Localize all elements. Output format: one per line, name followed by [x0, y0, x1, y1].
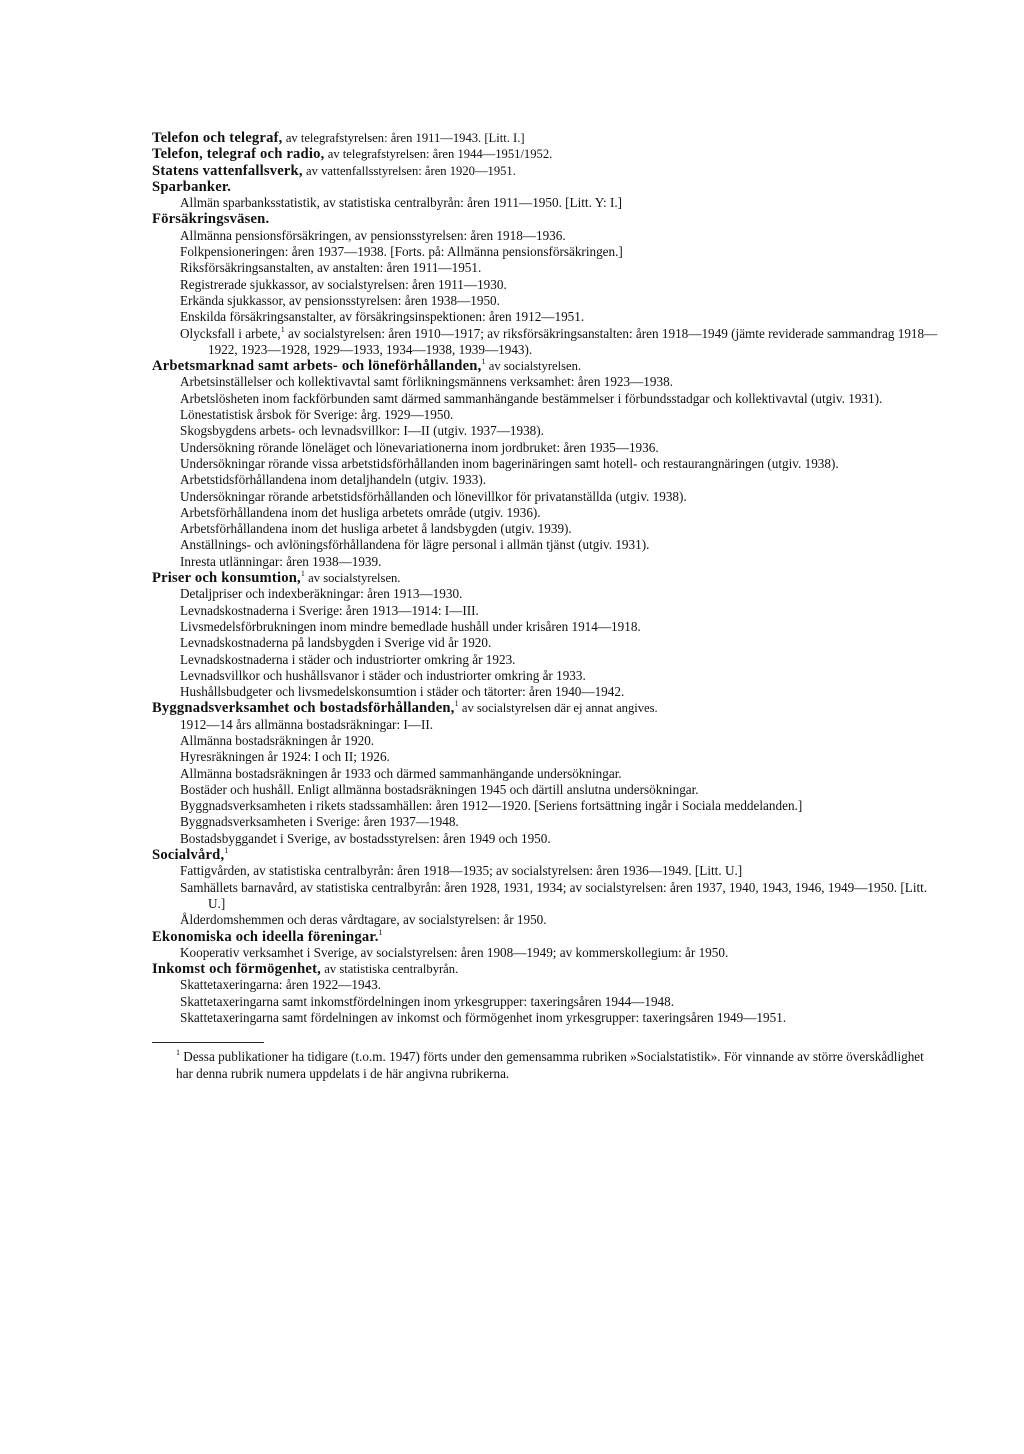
- footnote-ref: 1: [378, 927, 383, 937]
- section-heading: [152, 961, 942, 977]
- publication-entry: [152, 880, 942, 913]
- section-title: Statens vattenfallsverk,: [152, 162, 303, 179]
- publication-entry: [152, 423, 942, 439]
- section-source: av telegrafstyrelsen: åren 1911—1943. [Litt. I.]: [285, 131, 525, 145]
- publication-text: Detaljpriser och indexberäkningar: åren 1913—1930.: [180, 586, 463, 602]
- footnote-divider: [152, 1042, 264, 1043]
- footnote-ref: 1: [454, 699, 459, 709]
- publication-entry: [152, 505, 942, 521]
- publication-entry: [152, 537, 942, 553]
- publication-entry: [152, 782, 942, 798]
- section-title: Socialvård,: [152, 847, 225, 864]
- publication-text: Fattigvården, av statistiska centralbyrån: åren 1918—1935; av socialstyrelsen: åren 1936—1949. [Litt. U.]: [180, 863, 743, 879]
- publication-text: Inresta utlänningar: åren 1938—1939.: [180, 553, 382, 569]
- publication-text: Skattetaxeringarna samt fördelningen av inkomst och förmögenhet inom yrkesgrupper: taxeringsåren 1949—1951.: [180, 1010, 787, 1026]
- section-title: Arbetsmarknad samt arbets- och löneförhållanden,: [152, 358, 482, 375]
- publication-text: Enskilda försäkringsanstalter, av försäkringsinspektionen: åren 1912—1951.: [180, 309, 585, 325]
- document-page: [152, 130, 942, 1082]
- publication-text: Byggnadsverksamheten i Sverige: åren 1937—1948.: [180, 814, 459, 830]
- section-source: av socialstyrelsen.: [308, 571, 401, 586]
- publication-text: Arbetsförhållandena inom det husliga arbetet å landsbygden (utgiv. 1939).: [180, 521, 572, 537]
- footnote-ref: 1: [280, 324, 285, 334]
- publication-text: Lönestatistisk årsbok för Sverige: årg. 1929—1950.: [180, 407, 454, 423]
- publication-entry: [152, 619, 942, 635]
- publication-entry: [152, 440, 942, 456]
- footnote-text: Dessa publikationer ha tidigare (t.o.m. 1947) förts under den gemensamma rubriken »Socialstatistik». För vinnande av större överskådlighet har denna rubrik numera uppdelats i de här angivna rubrikerna.: [176, 1049, 924, 1081]
- publication-entry: [152, 652, 942, 668]
- publication-entry: [152, 521, 942, 537]
- section-source: av socialstyrelsen där ej annat angives.: [461, 701, 658, 716]
- section-title: Priser och konsumtion,: [152, 570, 301, 587]
- publication-text: Allmänna pensionsförsäkringen, av pensionsstyrelsen: åren 1918—1936.: [180, 227, 566, 243]
- footnote-marker: 1: [176, 1048, 180, 1058]
- footnote-ref: 1: [300, 569, 305, 579]
- section-heading: [152, 358, 942, 374]
- publication-entry: [152, 293, 942, 309]
- publication-entry: [152, 456, 942, 472]
- publication-text: Erkända sjukkassor, av pensionsstyrelsen: åren 1938—1950.: [180, 292, 500, 308]
- publication-entry: [152, 554, 942, 570]
- section-heading: [152, 570, 942, 586]
- publication-entry: [152, 586, 942, 602]
- footnote-ref: 1: [224, 846, 229, 856]
- publication-text: Arbetsinställelser och kollektivavtal samt förlikningsmännens verksamhet: åren 1923—1938.: [180, 374, 673, 390]
- publication-entry: [152, 309, 942, 325]
- publication-text: 1912—14 års allmänna bostadsräkningar: I—II.: [180, 716, 434, 732]
- section-source: av telegrafstyrelsen: åren 1944—1951/1952.: [327, 147, 553, 162]
- publication-entry: [152, 244, 942, 260]
- publication-text: Allmänna bostadsräkningen år 1920.: [180, 732, 375, 748]
- section-source: av statistiska centralbyrån.: [324, 962, 459, 977]
- publication-text: Levnadsvillkor och hushållsvanor i städer och industriorter omkring år 1933.: [180, 667, 586, 683]
- publication-text: Olycksfall i arbete,: [180, 325, 281, 341]
- section-heading: [152, 847, 942, 863]
- section-title: Försäkringsväsen.: [152, 211, 270, 228]
- publication-text: Hushållsbudgeter och livsmedelskonsumtion i städer och tätorter: åren 1940—1942.: [180, 684, 625, 700]
- publication-entry: [152, 668, 942, 684]
- publication-text: Levnadskostnaderna på landsbygden i Sverige vid år 1920.: [180, 635, 492, 651]
- section-title: Ekonomiska och ideella föreningar.: [152, 928, 379, 945]
- publication-text: Registrerade sjukkassor, av socialstyrelsen: åren 1911—1930.: [180, 276, 507, 292]
- section-heading: [152, 179, 942, 195]
- section-title: Byggnadsverksamhet och bostadsförhållanden,: [152, 700, 455, 717]
- publication-text: Arbetslösheten inom fackförbunden samt därmed sammanhängande bestämmelser i förbundsstadgar och kollektivavtal (utgiv. 1931).: [180, 390, 883, 406]
- publication-entry: [152, 994, 942, 1010]
- publication-text: Bostadsbyggandet i Sverige, av bostadsstyrelsen: åren 1949 och 1950.: [180, 830, 551, 846]
- publication-text: Byggnadsverksamheten i rikets stadssamhällen: åren 1912—1920. [Seriens fortsättning ingår i Sociala meddelanden.]: [180, 798, 803, 814]
- publication-entry: [152, 489, 942, 505]
- publication-entry: [152, 472, 942, 488]
- publication-text: Riksförsäkringsanstalten, av anstalten: åren 1911—1951.: [180, 260, 482, 276]
- publication-entry: Olycksfall i arbete,$^1$ av socialstyrelsen: åren 1910—1917; av riksförsäkringsanstalten: åren 1918—1949 (jämte reviderade sammandrag 1918—1922, 1923—1928, 1929—1933, 1934—1938, 1939—1943).: [180, 324, 938, 357]
- publication-entry: [152, 945, 942, 961]
- publication-text: Ålderdomshemmen och deras vårdtagare, av socialstyrelsen: år 1950.: [180, 912, 547, 928]
- publication-entry: [152, 374, 942, 390]
- publication-entry: [152, 717, 942, 733]
- section-source: av socialstyrelsen.: [488, 359, 582, 374]
- publication-text: Allmän sparbanksstatistik, av statistiska centralbyrån: åren 1911—1950. [Litt. Y: I.]: [180, 195, 623, 211]
- publication-text: Arbetsförhållandena inom det husliga arbetets område (utgiv. 1936).: [180, 504, 541, 520]
- section-heading: [152, 163, 942, 179]
- publication-text: Folkpensioneringen: åren 1937—1938. [Forts. på: Allmänna pensionsförsäkringen.]: [180, 244, 623, 260]
- section-title: Inkomst och förmögenhet,: [152, 961, 321, 978]
- publication-entry: [152, 977, 942, 993]
- publication-text: Levnadskostnaderna i städer och industriorter omkring år 1923.: [180, 651, 516, 667]
- publication-text: Hyresräkningen år 1924: I och II; 1926.: [180, 749, 390, 765]
- publication-entry: [152, 277, 942, 293]
- publication-text: Livsmedelsförbrukningen inom mindre bemedlade hushåll under krisåren 1914—1918.: [180, 618, 641, 634]
- section-heading: [152, 700, 942, 716]
- publication-text: Undersökningar rörande vissa arbetstidsförhållanden inom bagerinäringen samt hotell- och restaurangnäringen (utgiv. 1938).: [180, 455, 839, 471]
- publication-entry: [152, 1010, 942, 1026]
- publication-text: Skattetaxeringarna samt inkomstfördelningen inom yrkesgrupper: taxeringsåren 1944—1948.: [180, 993, 675, 1009]
- publication-entry: [152, 863, 942, 879]
- publication-text: Undersökningar rörande arbetstidsförhållanden och lönevillkor för privatanställda (utgiv. 1938).: [180, 488, 687, 504]
- publication-text: Allmänna bostadsräkningen år 1933 och därmed sammanhängande undersökningar.: [180, 765, 622, 781]
- publication-entry: [152, 912, 942, 928]
- publication-text: Undersökning rörande löneläget och lönevariationerna inom jordbruket: åren 1935—1936.: [180, 439, 659, 455]
- section-heading: [152, 146, 942, 162]
- publication-text: Anställnings- och avlöningsförhållandena för lägre personal i allmän tjänst (utgiv. 1931).: [180, 537, 650, 553]
- publication-entry: [152, 228, 942, 244]
- publication-entry: [152, 766, 942, 782]
- publication-text: Arbetstidsförhållandena inom detaljhandeln (utgiv. 1933).: [180, 472, 487, 488]
- publication-entry: [152, 684, 942, 700]
- publication-list: [152, 130, 942, 1026]
- publication-entry: [152, 391, 942, 407]
- publication-text: Kooperativ verksamhet i Sverige, av socialstyrelsen: åren 1908—1949; av kommerskollegium: år 1950.: [180, 944, 729, 960]
- section-heading: [152, 929, 942, 945]
- publication-entry: [152, 831, 942, 847]
- publication-entry: [152, 798, 942, 814]
- section-title: Telefon och telegraf,: [152, 130, 283, 146]
- publication-text: Levnadskostnaderna i Sverige: åren 1913—1914: I—III.: [180, 602, 479, 618]
- publication-entry: [152, 635, 942, 651]
- publication-entry: [152, 603, 942, 619]
- publication-entry: [152, 407, 942, 423]
- publication-entry: [152, 260, 942, 276]
- section-heading: [152, 211, 942, 227]
- section-title: Telefon, telegraf och radio,: [152, 146, 325, 163]
- publication-text: Bostäder och hushåll. Enligt allmänna bostadsräkningen 1945 och därtill anslutna undersökningar.: [180, 781, 699, 797]
- footnote: [152, 1049, 942, 1082]
- publication-entry: [152, 814, 942, 830]
- publication-entry: [152, 733, 942, 749]
- section-title: Sparbanker.: [152, 178, 232, 195]
- publication-text: Samhällets barnavård, av statistiska centralbyrån: åren 1928, 1931, 1934; av socialstyrelsen: åren 1937, 1940, 1943, 1946, 1949—1950. [Litt. U.]: [180, 879, 928, 911]
- section-source: av vattenfallsstyrelsen: åren 1920—1951.: [306, 163, 516, 178]
- publication-text: Skattetaxeringarna: åren 1922—1943.: [180, 977, 382, 993]
- publication-entry: [152, 749, 942, 765]
- section-heading: [152, 130, 942, 146]
- publication-text: Skogsbygdens arbets- och levnadsvillkor: I—II (utgiv. 1937—1938).: [180, 423, 544, 439]
- publication-entry: [152, 195, 942, 211]
- footnote-ref: 1: [481, 357, 486, 367]
